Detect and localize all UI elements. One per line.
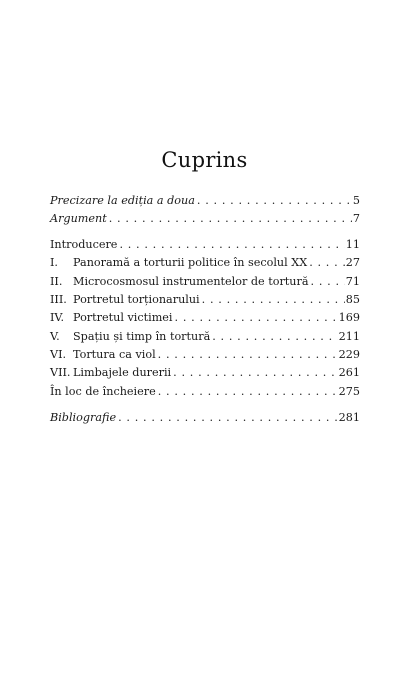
toc-dot-leader — [158, 384, 338, 398]
toc-page-number: 5 — [352, 194, 360, 207]
toc-page-number: 281 — [338, 411, 360, 424]
toc-dot-leader — [175, 310, 338, 324]
toc-dot-leader — [158, 347, 338, 361]
toc-dot-leader — [212, 329, 337, 343]
toc-dot-leader — [311, 274, 345, 288]
toc-entry-title: Introducere — [50, 238, 118, 251]
toc-entry-chapter-7[interactable] — [50, 361, 360, 379]
toc-entry-title: Bibliografie — [50, 411, 117, 424]
toc-entry-incheiere[interactable] — [50, 380, 360, 398]
toc-entry-title: Precizare la ediția a doua — [50, 194, 195, 207]
toc-dot-leader — [118, 410, 338, 424]
table-of-contents — [50, 0, 360, 695]
toc-dot-leader — [173, 365, 338, 379]
toc-entry-chapter-2[interactable] — [50, 270, 360, 288]
toc-entry-chapter-6[interactable] — [50, 343, 360, 361]
toc-entry-chapter-1[interactable] — [50, 251, 360, 269]
toc-entry-title: În loc de încheiere — [50, 385, 156, 398]
toc-page-number: 11 — [345, 238, 360, 251]
toc-dot-leader — [309, 255, 345, 269]
toc-entry-title: Spațiu și timp în tortură — [73, 330, 211, 343]
toc-page-number: 7 — [352, 212, 360, 225]
toc-chapter-number: III. — [50, 293, 67, 306]
toc-chapter-number: V. — [50, 330, 60, 343]
toc-entry-title: Portretul torționarului — [73, 293, 200, 306]
toc-entry-chapter-4[interactable] — [50, 306, 360, 324]
toc-chapter-number: VI. — [50, 348, 67, 361]
toc-chapter-number: IV. — [50, 311, 65, 324]
toc-entry-title: Argument — [50, 212, 107, 225]
toc-page-number: 169 — [338, 311, 360, 324]
toc-dot-leader — [109, 211, 352, 225]
toc-page-number: 27 — [345, 256, 360, 269]
toc-entry-argument[interactable] — [50, 207, 360, 225]
toc-chapter-number: I. — [50, 256, 58, 269]
toc-entry-title: Microcosmosul instrumentelor de tortură — [73, 275, 309, 288]
toc-entry-bibliografie[interactable] — [50, 406, 360, 424]
toc-chapter-number: II. — [50, 275, 63, 288]
toc-entry-title: Tortura ca viol — [73, 348, 156, 361]
toc-entry-title: Portretul victimei — [73, 311, 173, 324]
toc-page-number: 211 — [338, 330, 360, 343]
toc-page-number: 71 — [345, 275, 360, 288]
toc-entry-chapter-5[interactable] — [50, 325, 360, 343]
toc-entry-chapter-3[interactable] — [50, 288, 360, 306]
toc-page-number: 275 — [338, 385, 360, 398]
toc-page-number: 229 — [338, 348, 360, 361]
toc-page-number: 85 — [345, 293, 360, 306]
toc-entry-title: Limbajele durerii — [73, 366, 172, 379]
toc-entry-introducere[interactable] — [50, 233, 360, 251]
toc-chapter-number: VII. — [50, 366, 71, 379]
toc-entry-precizare[interactable] — [50, 189, 360, 207]
toc-dot-leader — [197, 193, 352, 207]
toc-dot-leader — [202, 292, 345, 306]
toc-entry-title: Panoramă a torturii politice în secolul XX — [73, 256, 308, 269]
page-title: Cuprins — [161, 148, 248, 172]
toc-dot-leader — [119, 237, 344, 251]
toc-page-number: 261 — [338, 366, 360, 379]
